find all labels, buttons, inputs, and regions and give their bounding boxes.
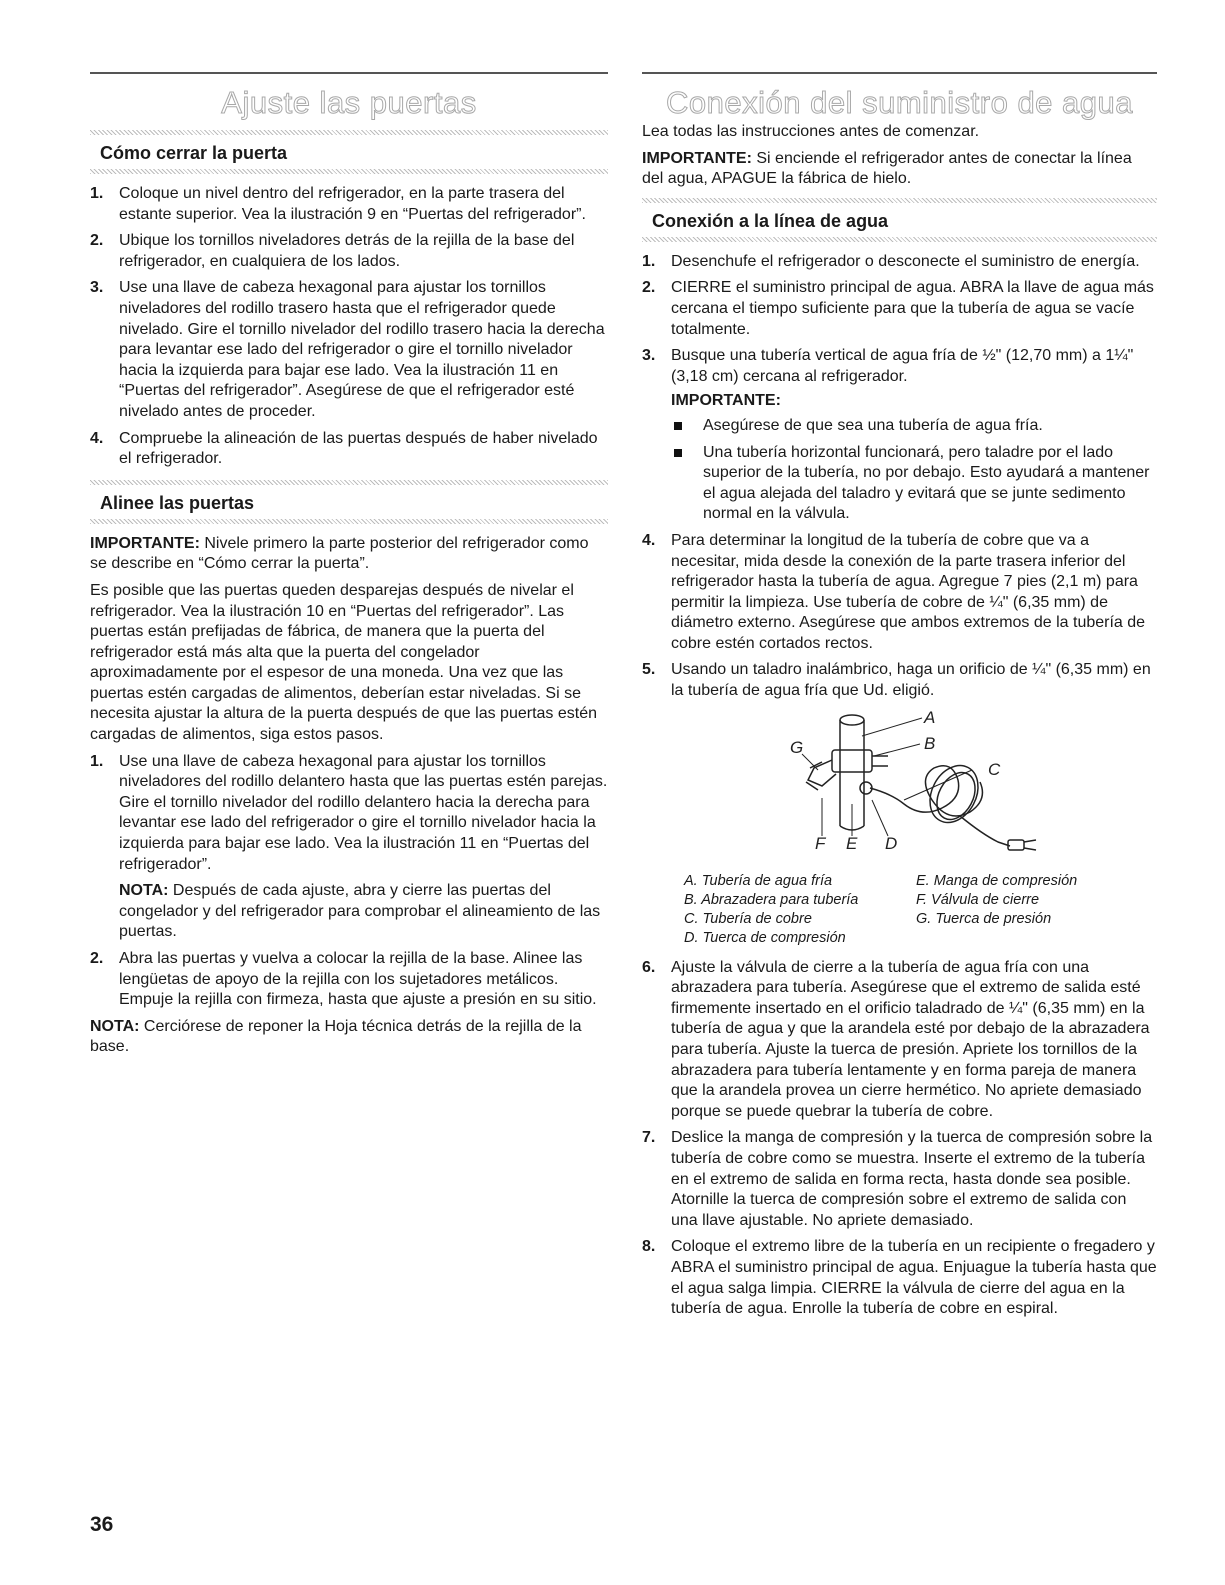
list-item: 1. Desenchufe el refrigerador o desconecte el suministro de energía. [642, 252, 1140, 270]
list-item: 7. Deslice la manga de compresión y la tuerca de compresión sobre la tubería de cobre como se muestra. Inserte el extremo de la tubería en el extremo de salida en forma recta, hasta donde sea posible. Atornille la tuerca de compresión sobre el extremo de salida con una llave ajustable. No apriete demasiado. [642, 1129, 1153, 1229]
section-title-water: Conexión del suministro de agua [666, 85, 1133, 120]
important-label: IMPORTANTE: [90, 534, 200, 552]
bullet-item: Asegúrese de que sea una tubería de agua fría. [671, 416, 1157, 437]
close-door-steps [90, 184, 608, 470]
list-item: 2. Ubique los tornillos niveladores detrás de la rejilla de la base del refrigerador, en cualquiera de los lados. [90, 232, 575, 270]
legend-item: G. Tuerca de presión [916, 910, 1052, 927]
page-number: 36 [90, 1513, 114, 1536]
list-item: 1. Coloque un nivel dentro del refrigerador, en la parte trasera del estante superior. Vea la ilustración 9 en “Puertas del refrigerador”. [90, 185, 586, 223]
right-column [642, 72, 1157, 1326]
legend-item: D. Tuerca de compresión [684, 929, 846, 946]
final-note: NOTA: Cerciórese de reponer la Hoja técnica detrás de la rejilla de la base. [90, 1017, 582, 1056]
bullet-square-icon [674, 449, 682, 457]
align-doors-steps [90, 752, 608, 1011]
step-note: NOTA: Después de cada ajuste, abra y cierre las puertas del congelador y del refrigerador para comprobar el alineamiento de las puertas. [119, 882, 601, 941]
body-paragraph: Es posible que las puertas queden desparejas después de nivelar el refrigerador. Vea la ilustración 10 en “Puertas del refrigerador”. Las puertas están prefijadas de fábrica, de manera que la puerta del refrigerador está más alta que la puerta del congelador aproximadamente por el espesor de una moneda. Una vez que las puertas estén cargadas de alimentos, deberían estar niveladas. Si se necesita ajustar la altura de la puerta después de que las puertas estén cargadas de alimentos, siga estos pasos. [90, 581, 597, 744]
legend-item [916, 929, 1176, 948]
section-title-doors: Ajuste las puertas [221, 85, 477, 120]
important-bullets [671, 416, 1157, 525]
figure-label-a: A [924, 707, 936, 727]
important-label: IMPORTANTE: [642, 149, 752, 167]
important-paragraph: IMPORTANTE: Si enciende el refrigerador antes de conectar la línea del agua, APAGUE la fábrica de hielo. [642, 149, 1132, 188]
list-item: 6. Ajuste la válvula de cierre a la tubería de agua fría con una abrazadera para tubería. Asegúrese que el extremo de salida esté firmemente insertado en el orificio taladrado de ¼" (6,35 mm) en la tubería de agua y que la arandela esté por debajo de la abrazadera para tubería. Ajuste la tuerca de presión. Apriete los tornillos de la abrazadera para tubería lentamente y en forma pareja de manera que la arandela provea un cierre hermético. No apriete demasiado porque se puede quebrar la tubería de cobre. [642, 958, 1150, 1120]
list-item: 4. Compruebe la alineación de las puertas después de haber nivelado el refrigerador. [90, 429, 598, 468]
list-item: 4. Para determinar la longitud de la tubería de cobre que va a necesitar, mida desde la conexión de la parte trasera inferior del refrigerador hasta la tubería de agua. Agregue 7 pies (2,1 m) para permitir la limpieza. Use tubería de cobre de ¼" (6,35 mm) de diámetro externo. Asegúrese que ambos extremos de la tubería de cobre estén cortados rectos. [642, 531, 1146, 652]
legend-item: E. Manga de compresión [916, 872, 1078, 889]
legend-item: C. Tubería de cobre [684, 910, 812, 927]
legend-item: A. Tubería de agua fría [684, 872, 833, 889]
list-item: 5. Usando un taladro inalámbrico, haga un orificio de ¼" (6,35 mm) en la tubería de agua fría que Ud. eligió. [642, 661, 1151, 700]
important-label: IMPORTANTE: [671, 392, 781, 410]
figure-label-g: G [790, 737, 804, 757]
subheading-align-doors: Alinee las puertas [100, 492, 255, 513]
hatch-divider [90, 519, 608, 524]
list-item: 1. Use una llave de cabeza hexagonal para ajustar los tornillos niveladores del rodillo delantero hasta que las puertas estén parejas. Gire el tornillo nivelador del rodillo delantero hacia la derecha para levantar ese lado del refrigerador o gire el tornillo nivelador hacia la izquierda para bajar ese lado. Vea la ilustración 11 en “Puertas del refrigerador”. NOTA: Después de cada ajuste, abra y cierre las puertas del congelador y del refrigerador para comprobar el alineamiento de las puertas. [90, 752, 608, 943]
top-rule [90, 72, 608, 74]
top-rule [642, 72, 1157, 74]
figure-label-f: F [815, 833, 826, 853]
valve-diagram [642, 708, 1157, 868]
list-item: 3. Use una llave de cabeza hexagonal para ajustar los tornillos niveladores del rodillo trasero hasta que el refrigerador quede nivelado. Gire el tornillo nivelador del rodillo trasero hacia la derecha para levantar ese lado del refrigerador o gire el tornillo nivelador hacia la izquierda para bajar ese lado. Vea la ilustración 11 en “Puertas del refrigerador”. Asegúrese de que el refrigerador esté nivelado antes de proceder. [90, 279, 605, 420]
list-item: 2. Abra las puertas y vuelva a colocar la rejilla de la base. Alinee las lengüetas de apoyo de la rejilla con los sujetadores metálicos. Empuje la rejilla con firmeza, hasta que ajuste a presión en su sitio. [90, 950, 597, 1009]
list-item: 3. Busque una tubería vertical de agua fría de ½" (12,70 mm) a 1¼" (3,18 cm) cercana al refrigerador. IMPORTANTE: Asegúrese de que sea una tubería de agua fría. Una tubería horizontal funcionará, pero taladre por el lado superior de la tubería, no por debajo. Esto ayudará a mantener el agua alejada del taladro y evitará que se junte sedimento normal en la válvula. [642, 346, 1157, 525]
left-column [90, 72, 608, 1064]
water-line-steps-a [642, 252, 1157, 702]
figure-label-b: B [924, 733, 936, 753]
figure-label-e: E [846, 833, 858, 853]
figure-label-c: C [988, 759, 1001, 779]
list-item: 2. CIERRE el suministro principal de agua. ABRA la llave de agua más cercana el tiempo suficiente para que la tubería de agua se vacíe totalmente. [642, 279, 1154, 338]
subheading-water-line: Conexión a la línea de agua [652, 210, 889, 231]
important-paragraph: IMPORTANTE: Nivele primero la parte posterior del refrigerador como se describe en “Cómo cerrar la puerta”. [90, 534, 589, 573]
legend-item: B. Abrazadera para tubería [684, 891, 859, 908]
bullet-item: Una tubería horizontal funcionará, pero taladre por el lado superior de la tubería, no por debajo. Esto ayudará a mantener el agua alejada del taladro y evitará que se junte sedimento normal en la válvula. [671, 443, 1157, 525]
list-item: 8. Coloque el extremo libre de la tubería en un recipiente o fregadero y ABRA el suministro principal de agua. Enjuague la tubería hasta que el agua salga limpia. CIERRE la válvula de cierre del agua en la tubería de agua. Enrolle la tubería de cobre en espiral. [642, 1238, 1157, 1318]
figure-label-d: D [885, 833, 898, 853]
hatch-divider [642, 237, 1157, 242]
subheading-close-door: Cómo cerrar la puerta [100, 143, 288, 163]
intro-paragraph: Lea todas las instrucciones antes de comenzar. [642, 123, 980, 140]
bullet-square-icon [674, 422, 682, 430]
water-line-steps-b [642, 958, 1157, 1320]
hatch-divider [90, 169, 608, 174]
legend-item: F. Válvula de cierre [916, 891, 1040, 908]
valve-installation-figure [642, 708, 1157, 868]
figure-legend [642, 872, 1157, 948]
